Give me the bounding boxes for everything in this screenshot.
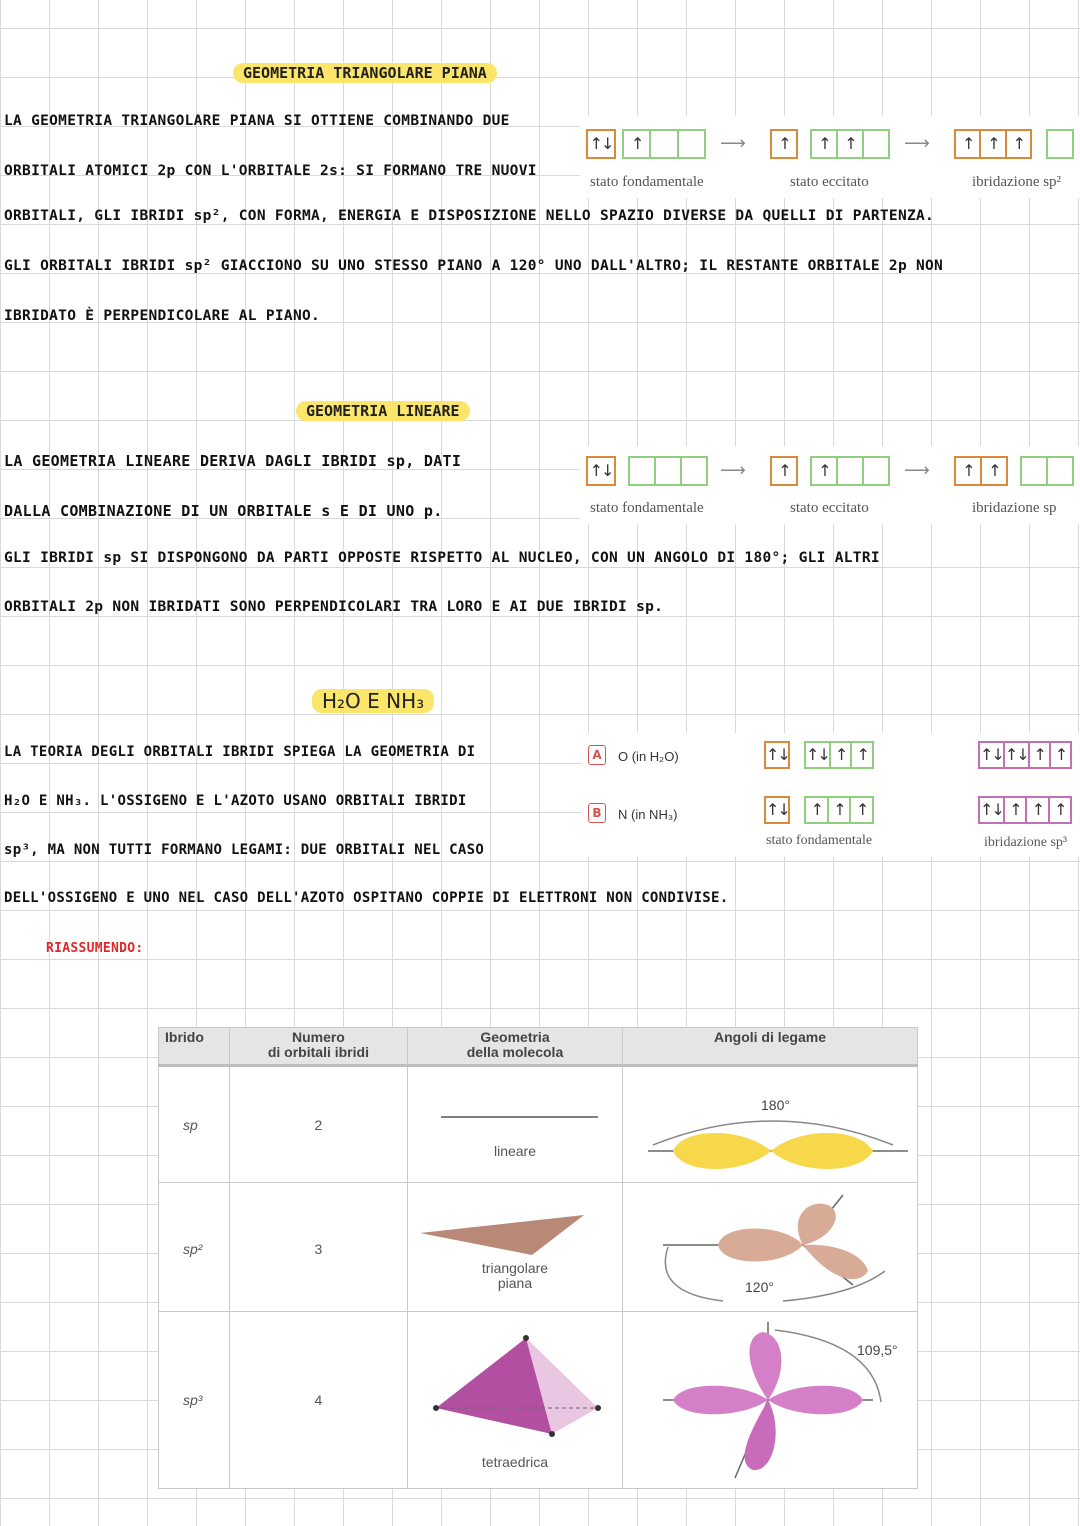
s-orbital-box: ↑↓: [764, 796, 790, 824]
cell-geometria: [407, 1183, 622, 1312]
s-orbital-box: ↑: [770, 129, 798, 159]
table-header-row: [159, 1028, 918, 1066]
cell-numero: 2: [229, 1066, 407, 1183]
section1-line-5: IBRIDATO È PERPENDICOLARE AL PIANO.: [4, 308, 321, 324]
arrow-icon: ⟶: [904, 460, 930, 481]
p-orbital-box: [1046, 129, 1074, 159]
angle-label: 109,5°: [857, 1342, 898, 1358]
cell-ibrido: sp: [159, 1066, 230, 1183]
cell-angolo: [623, 1066, 918, 1183]
section2-line-3: GLI IBRIDI sp SI DISPONGONO DA PARTI OPPOSTE RISPETTO AL NUCLEO, CON UN ANGOLO DI 180°; GLI ALTRI: [4, 550, 880, 566]
hybrid-orbital-box: ↑ ↑: [954, 456, 1008, 486]
cell-numero: 3: [229, 1183, 407, 1312]
sp-orbital-diagram: [580, 446, 1080, 524]
row-a-label: O (in H₂O): [618, 749, 679, 764]
section3-line-4: DELL'OSSIGENO E UNO NEL CASO DELL'AZOTO OSPITANO COPPIE DI ELETTRONI NON CONDIVISE.: [4, 890, 729, 906]
p-orbital-box: [1020, 456, 1074, 486]
section3-line-2: H₂O E NH₃. L'OSSIGENO E L'AZOTO USANO ORBITALI IBRIDI: [4, 793, 467, 809]
label-hybridization: ibridazione sp: [972, 500, 1057, 516]
section1-line-2: ORBITALI ATOMICI 2p CON L'ORBITALE 2s: SI FORMANO TRE NUOVI: [4, 163, 537, 179]
section2-line-1: LA GEOMETRIA LINEARE DERIVA DAGLI IBRIDI sp, DATI: [4, 452, 462, 470]
cell-ibrido: sp³: [159, 1312, 230, 1489]
hybridization-summary-table: [158, 1027, 918, 1489]
sp3-orbital-shape-icon: [623, 1312, 917, 1488]
table-row: [159, 1066, 918, 1183]
label-ground-state: stato fondamentale: [590, 174, 704, 190]
header-angoli: Angoli di legame: [623, 1028, 918, 1066]
label-excited-state: stato eccitato: [790, 174, 869, 190]
sp2-orbital-diagram: [580, 116, 1080, 198]
arrow-icon: ⟶: [720, 460, 746, 481]
geometry-label: lineare: [493, 1143, 536, 1159]
cell-angolo: [623, 1312, 918, 1489]
linear-geometry-icon: [408, 1067, 622, 1127]
label-ground-state: stato fondamentale: [590, 500, 704, 516]
p-orbital-box: ↑↓ ↑ ↑: [804, 741, 874, 769]
section2-heading: GEOMETRIA LINEARE: [296, 401, 470, 421]
p-orbital-box: ↑: [622, 129, 706, 159]
sp3-orbital-diagram: [582, 733, 1080, 857]
hybrid-orbital-box: ↑ ↑ ↑: [954, 129, 1032, 159]
s-orbital-box: ↑: [770, 456, 798, 486]
s-orbital-box: ↑↓: [764, 741, 790, 769]
cell-geometria: [407, 1312, 622, 1489]
arrow-icon: ⟶: [720, 133, 746, 154]
hybrid-orbital-box: ↑↓ ↑ ↑ ↑: [978, 796, 1072, 824]
hybrid-orbital-box: ↑↓ ↑↓ ↑ ↑: [978, 741, 1072, 769]
angle-label: 120°: [745, 1279, 774, 1295]
section3-line-3: sp³, MA NON TUTTI FORMANO LEGAMI: DUE ORBITALI NEL CASO: [4, 842, 485, 858]
cell-geometria: [407, 1066, 622, 1183]
summary-label: RIASSUMENDO:: [46, 941, 144, 956]
header-ibrido: Ibrido: [159, 1028, 230, 1066]
table-row: [159, 1183, 918, 1312]
s-orbital-box: ↑↓: [586, 456, 616, 486]
label-excited-state: stato eccitato: [790, 500, 869, 516]
label-hybridization: ibridazione sp³: [984, 835, 1068, 850]
arrow-icon: ⟶: [904, 133, 930, 154]
trigonal-planar-geometry-icon: [408, 1183, 622, 1261]
tag-b: B: [588, 803, 606, 823]
p-orbital-box: [628, 456, 708, 486]
angle-label: 180°: [761, 1097, 790, 1113]
sp-orbital-shape-icon: [623, 1067, 917, 1182]
label-hybridization: ibridazione sp²: [972, 174, 1062, 190]
section3-heading: H₂O E NH₃: [312, 689, 434, 713]
p-orbital-box: ↑: [810, 456, 890, 486]
cell-numero: 4: [229, 1312, 407, 1489]
header-numero: Numero di orbitali ibridi: [229, 1028, 407, 1066]
label-ground-state: stato fondamentale: [766, 833, 873, 848]
section1-line-4: GLI ORBITALI IBRIDI sp² GIACCIONO SU UNO STESSO PIANO A 120° UNO DALL'ALTRO; IL RESTANTE ORBITALE 2p NON: [4, 258, 944, 274]
p-orbital-box: ↑ ↑ ↑: [804, 796, 874, 824]
tetrahedral-geometry-icon: [408, 1312, 622, 1450]
header-geometria: Geometria della molecola: [407, 1028, 622, 1066]
section2-line-4: ORBITALI 2p NON IBRIDATI SONO PERPENDICOLARI TRA LORO E AI DUE IBRIDI sp.: [4, 599, 664, 615]
section3-line-1: LA TEORIA DEGLI ORBITALI IBRIDI SPIEGA LA GEOMETRIA DI: [4, 744, 476, 760]
row-b-label: N (in NH₃): [618, 807, 678, 822]
geometry-label: triangolare piana: [481, 1260, 549, 1291]
cell-angolo: [623, 1183, 918, 1312]
cell-ibrido: sp²: [159, 1183, 230, 1312]
section2-line-2: DALLA COMBINAZIONE DI UN ORBITALE s E DI UNO p.: [4, 502, 443, 520]
tag-a: A: [588, 745, 606, 765]
table-row: [159, 1312, 918, 1489]
section1-heading: GEOMETRIA TRIANGOLARE PIANA: [233, 63, 497, 83]
geometry-label: tetraedrica: [481, 1454, 549, 1470]
section1-line-1: LA GEOMETRIA TRIANGOLARE PIANA SI OTTIENE COMBINANDO DUE: [4, 113, 510, 129]
p-orbital-box: ↑ ↑: [810, 129, 890, 159]
s-orbital-box: ↑↓: [586, 129, 616, 159]
section1-line-3: ORBITALI, GLI IBRIDI sp², CON FORMA, ENERGIA E DISPOSIZIONE NELLO SPAZIO DIVERSE DA QUELLI DI PARTENZA.: [4, 208, 935, 224]
